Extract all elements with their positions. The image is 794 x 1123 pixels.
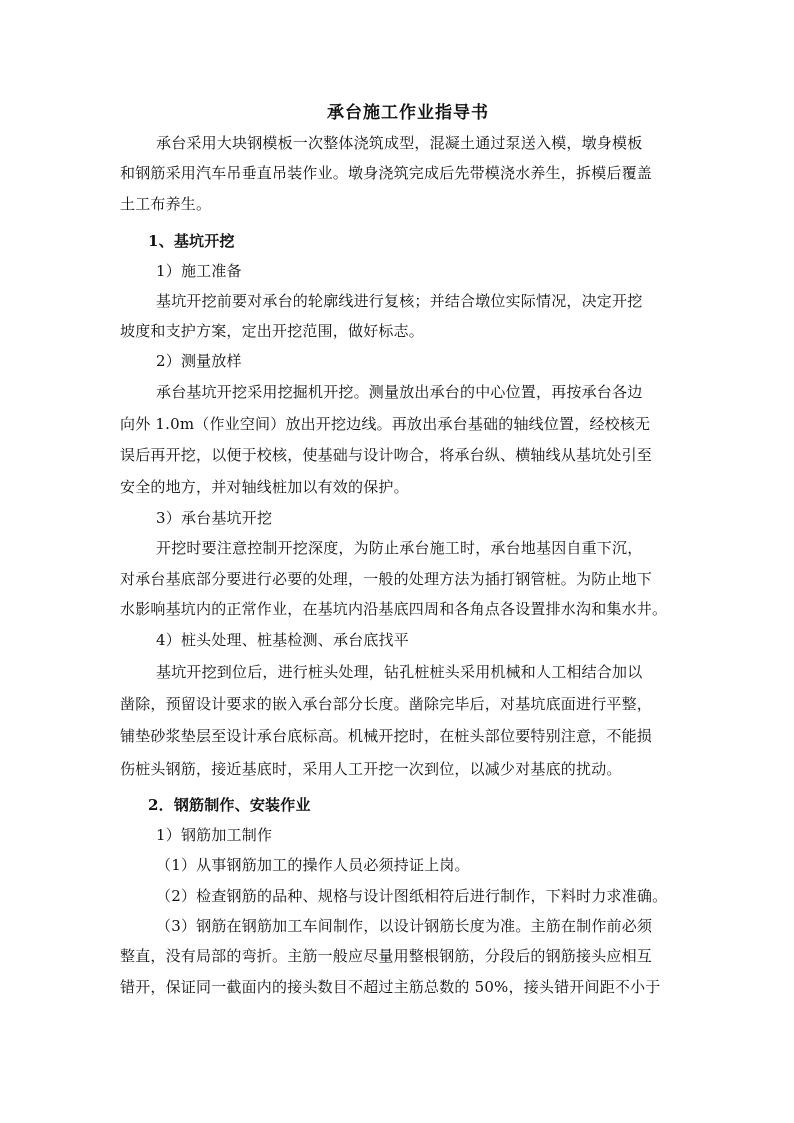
subsection-title: 1）钢筋加工制作 [156, 826, 273, 844]
section-heading: 1、基坑开挖 [148, 232, 235, 250]
subsection-title: 3）承台基坑开挖 [156, 509, 273, 527]
paragraph-line: 安全的地方，并对轴线桩加以有效的保护。 [120, 478, 409, 496]
paragraph-line: 开挖时要注意控制开挖深度，为防止承台施工时，承台地基因自重下沉， [156, 539, 643, 557]
paragraph-line: 向外 1.0m（作业空间）放出开挖边线。再放出承台基础的轴线位置，经校核无 [120, 415, 651, 433]
paragraph-line: 水影响基坑内的正常作业，在基坑内沿基底四周和各角点各设置排水沟和集水井。 [120, 600, 668, 618]
document-title: 承台施工作业指导书 [327, 103, 489, 123]
paragraph-line: 承台基坑开挖采用挖掘机开挖。测量放出承台的中心位置，再按承台各边 [156, 383, 643, 401]
subsection-title: 4）桩头处理、桩基检测、承台底找平 [156, 631, 409, 649]
section-heading: 2．钢筋制作、安装作业 [148, 796, 311, 814]
paragraph-line: 铺垫砂浆垫层至设计承台底标高。机械开挖时，在桩头部位要特别注意，不能损 [120, 727, 653, 745]
paragraph-line: 对承台基底部分要进行必要的处理，一般的处理方法为插打钢管桩。为防止地下 [120, 570, 653, 588]
list-item: （3）钢筋在钢筋加工车间制作，以设计钢筋长度为准。主筋在制作前必须 [156, 917, 653, 935]
paragraph-line: 土工布养生。 [120, 195, 212, 213]
paragraph-line: 错开，保证同一截面内的接头数目不超过主筋总数的 50%，接头错开间距不小于 [120, 978, 661, 996]
list-item: （1）从事钢筋加工的操作人员必须持证上岗。 [156, 856, 470, 874]
paragraph-line: 承台采用大块钢模板一次整体浇筑成型，混凝土通过泵送入模，墩身模板 [156, 134, 643, 152]
subsection-title: 1）施工准备 [156, 262, 242, 280]
paragraph-line: 和钢筋采用汽车吊垂直吊装作业。墩身浇筑完成后先带模浇水养生，拆模后覆盖 [120, 164, 653, 182]
list-item: （2）检查钢筋的品种、规格与设计图纸相符后进行制作，下料时力求准确。 [156, 887, 668, 905]
paragraph-line: 基坑开挖前要对承台的轮廓线进行复核；并结合墩位实际情况，决定开挖 [156, 292, 643, 310]
subsection-title: 2）测量放样 [156, 352, 242, 370]
paragraph-line: 伤桩头钢筋，接近基底时，采用人工开挖一次到位，以减少对基底的扰动。 [120, 760, 622, 778]
paragraph-line: 整直，没有局部的弯折。主筋一般应尽量用整根钢筋，分段后的钢筋接头应相互 [120, 947, 653, 965]
paragraph-line: 误后再开挖，以便于校核，使基础与设计吻合，将承台纵、横轴线从基坑处引至 [120, 446, 653, 464]
paragraph-line: 坡度和支护方案，定出开挖范围，做好标志。 [120, 322, 425, 340]
paragraph-line: 基坑开挖到位后，进行桩头处理，钻孔桩桩头采用机械和人工相结合加以 [156, 663, 643, 681]
paragraph-line: 凿除，预留设计要求的嵌入承台部分长度。凿除完毕后，对基坑底面进行平整， [120, 695, 653, 713]
